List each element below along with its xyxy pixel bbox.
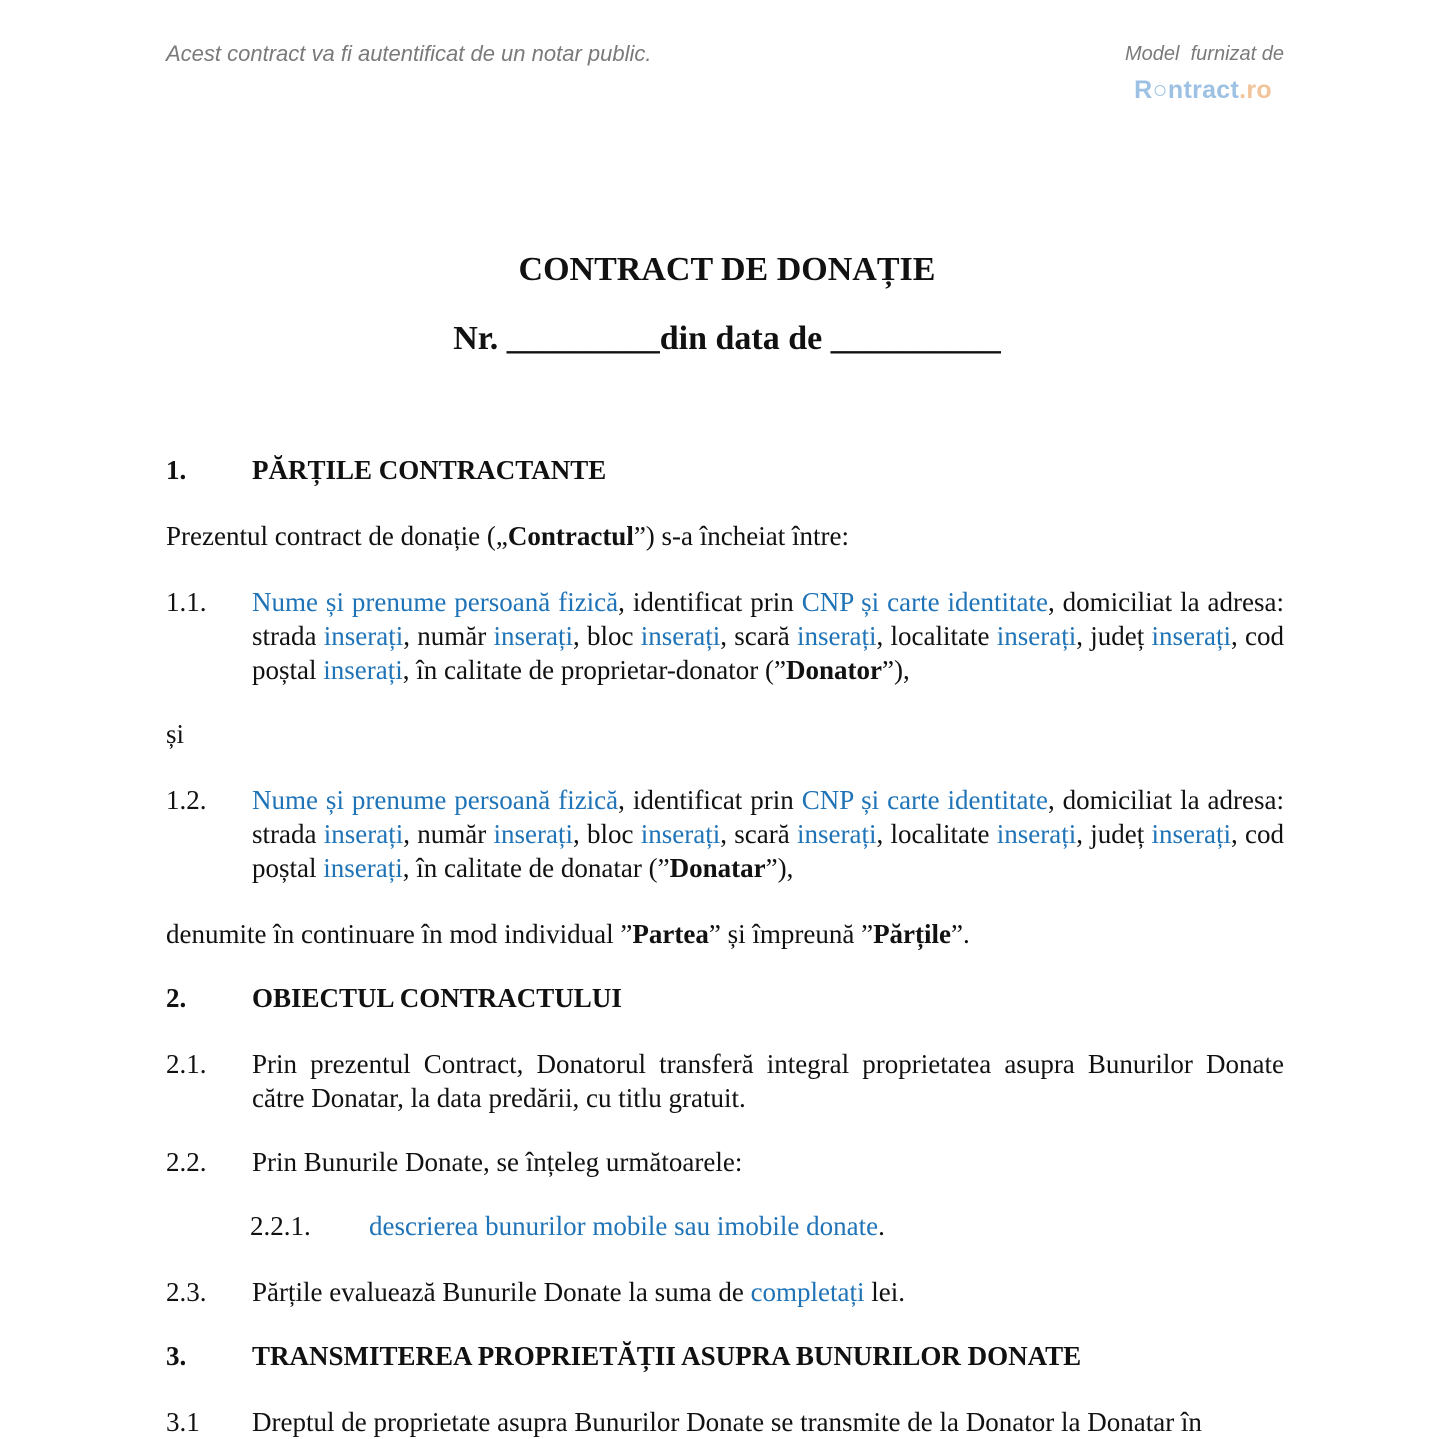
fill-field[interactable]: Nume și prenume persoană fizică xyxy=(252,587,619,617)
fill-field[interactable]: CNP și carte identitate xyxy=(801,587,1048,617)
section-title: TRANSMITEREA PROPRIETĂȚII ASUPRA BUNURILOR DONATE xyxy=(252,1341,1082,1371)
fill-field[interactable]: inserați xyxy=(1151,621,1231,651)
fill-field[interactable]: inserați xyxy=(797,819,877,849)
section-number: 2. xyxy=(166,983,187,1013)
fill-field[interactable]: inserați xyxy=(323,853,403,883)
clause-2-2 xyxy=(166,1145,1284,1179)
clause-number: 3.1 xyxy=(166,1407,200,1437)
clause-number: 2.2.1. xyxy=(250,1211,311,1241)
clause-text: Prin prezentul Contract, Donatorul transferă integral proprietatea asupra Bunurilor Donate către Donatar, la data predării, cu titlu gratuit. xyxy=(252,1049,1284,1113)
clause-number: 1.2. xyxy=(166,785,207,815)
logo-main: R○ntract xyxy=(1134,76,1240,104)
fill-field[interactable]: inserați xyxy=(640,819,721,849)
intro-paragraph: Prezentul contract de donație („Contractul”) s-a încheiat între: xyxy=(166,521,849,551)
conjunction-text: și xyxy=(166,719,185,749)
fill-field[interactable]: completați xyxy=(750,1277,865,1307)
clause-text: Nume și prenume persoană fizică, identificat prin CNP și carte identitate, domiciliat la adresa: strada inserați, număr inserați, bloc inserați, scară inserați, localitate inserați, județ inserați, cod poștal inserați, în calitate de proprietar-donator (”Donator”), xyxy=(252,587,1285,685)
fill-field[interactable]: inserați xyxy=(1151,819,1231,849)
fill-field[interactable]: inserați xyxy=(323,819,404,849)
fill-field[interactable]: inserați xyxy=(323,621,404,651)
fill-field[interactable]: descrierea bunurilor mobile sau imobile donate xyxy=(369,1211,879,1241)
section-title: PĂRȚILE CONTRACTANTE xyxy=(252,455,607,485)
section-number: 1. xyxy=(166,455,187,485)
clause-text: Dreptul de proprietate asupra Bunurilor Donate se transmite de la Donator la Donatar în xyxy=(252,1407,1202,1437)
logo-tld: .ro xyxy=(1239,76,1272,104)
brand-logo xyxy=(1040,76,1272,105)
clause-3-1 xyxy=(166,1405,1284,1439)
clause-number: 2.1. xyxy=(166,1049,207,1079)
fill-field[interactable]: inserați xyxy=(493,819,573,849)
fill-field[interactable]: inserați xyxy=(493,621,573,651)
clause-text: descrierea bunurilor mobile sau imobile donate. xyxy=(369,1211,885,1241)
header-notary-note: Acest contract va fi autentificat de un notar public. xyxy=(166,41,652,66)
fill-field[interactable]: inserați xyxy=(996,621,1077,651)
section-title: OBIECTUL CONTRACTULUI xyxy=(252,983,622,1013)
section-number: 3. xyxy=(166,1341,187,1371)
parties-definition: denumite în continuare în mod individual ”Partea” și împreună ”Părțile”. xyxy=(166,919,970,949)
clause-text: Părțile evaluează Bunurile Donate la suma de completați lei. xyxy=(252,1277,906,1307)
fill-field[interactable]: CNP și carte identitate xyxy=(801,785,1048,815)
document-number-line: Nr. _________din data de __________ xyxy=(453,320,1001,357)
document-title: CONTRACT DE DONAȚIE xyxy=(518,251,936,288)
fill-field[interactable]: inserați xyxy=(323,655,403,685)
fill-field[interactable]: Nume și prenume persoană fizică xyxy=(252,785,619,815)
clause-1-1 xyxy=(166,585,1284,687)
clause-2-3 xyxy=(166,1275,1284,1309)
fill-field[interactable]: inserați xyxy=(797,621,877,651)
clause-2-1 xyxy=(166,1047,1284,1115)
clause-number: 1.1. xyxy=(166,587,207,617)
fill-field[interactable]: inserați xyxy=(996,819,1077,849)
clause-1-2 xyxy=(166,783,1284,885)
clause-2-2-1 xyxy=(250,1209,1284,1243)
clause-number: 2.3. xyxy=(166,1277,207,1307)
clause-number: 2.2. xyxy=(166,1147,207,1177)
clause-text: Prin Bunurile Donate, se înțeleg următoarele: xyxy=(252,1147,743,1177)
fill-field[interactable]: inserați xyxy=(640,621,721,651)
clause-text: Nume și prenume persoană fizică, identificat prin CNP și carte identitate, domiciliat la adresa: strada inserați, număr inserați, bloc inserați, scară inserați, localitate inserați, județ inserați, cod poștal inserați, în calitate de donatar (”Donatar”), xyxy=(252,785,1285,883)
header-provider-note: Model furnizat de xyxy=(1125,43,1284,65)
